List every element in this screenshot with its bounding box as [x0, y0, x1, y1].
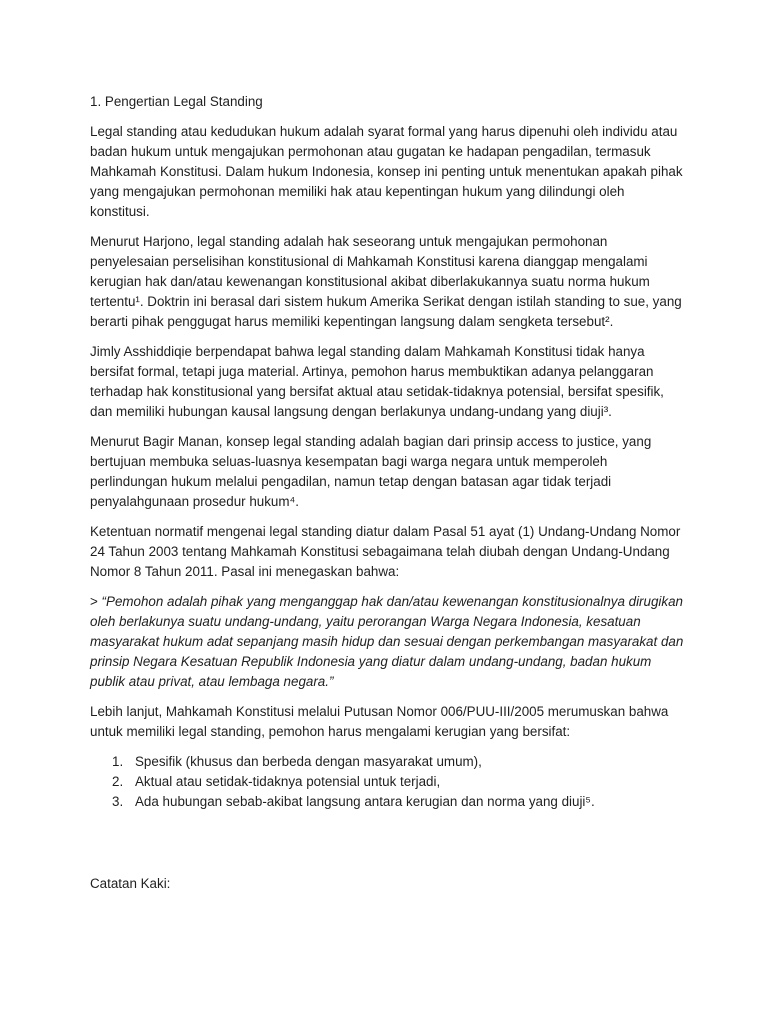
list-text: Ada hubungan sebab-akibat langsung antara kerugian dan norma yang diuji⁵. [135, 794, 595, 809]
criteria-list [90, 752, 686, 812]
list-text: Spesifik (khusus dan berbeda dengan masyarakat umum), [135, 754, 482, 769]
section-heading: 1. Pengertian Legal Standing [90, 94, 263, 109]
quote-text: “Pemohon adalah pihak yang menganggap hak dan/atau kewenangan konstitusionalnya dirugikan oleh berlakunya suatu undang-undang, yaitu perorangan Warga Negara Indonesia, kesatuan masyarakat hukum adat sepanjang masih hidup dan sesuai dengan perkembangan masyarakat dan prinsip Negara Kesatuan Republik Indonesia yang diatur dalam undang-undang, badan hukum publik atau privat, atau lembaga negara.” [90, 594, 684, 689]
footnotes-heading: Catatan Kaki: [90, 876, 171, 891]
list-number: 2. [112, 774, 124, 789]
list-number: 1. [112, 754, 124, 769]
list-item [90, 792, 686, 812]
paragraph-harjono: Menurut Harjono, legal standing adalah hak seseorang untuk mengajukan permohonan penyelesaian perselisihan konstitusional di Mahkamah Konstitusi karena dianggap mengalami kerugian hak dan/atau kewenangan konstitusional akibat diberlakukannya suatu norma hukum tertentu¹. Doktrin ini berasal dari sistem hukum Amerika Serikat dengan istilah standing to sue, yang berarti pihak penggugat harus memiliki kepentingan langsung dalam sengketa tersebut². [90, 234, 682, 329]
paragraph-definition: Legal standing atau kedudukan hukum adalah syarat formal yang harus dipenuhi oleh individu atau badan hukum untuk mengajukan permohonan atau gugatan ke hadapan pengadilan, termasuk Mahkamah Konstitusi. Dalam hukum Indonesia, konsep ini penting untuk menentukan apakah pihak yang mengajukan permohonan memiliki hak atau kepentingan hukum yang dilindungi oleh konstitusi. [90, 124, 683, 219]
list-item [90, 772, 686, 792]
block-quote [90, 592, 686, 692]
list-number: 3. [112, 794, 124, 809]
list-item [90, 752, 686, 772]
paragraph-putusan: Lebih lanjut, Mahkamah Konstitusi melalui Putusan Nomor 006/PUU-III/2005 merumuskan bahwa untuk memiliki legal standing, pemohon harus mengalami kerugian yang bersifat: [90, 704, 669, 739]
paragraph-jimly: Jimly Asshiddiqie berpendapat bahwa legal standing dalam Mahkamah Konstitusi tidak hanya bersifat formal, tetapi juga material. Artinya, pemohon harus membuktikan adanya pelanggaran terhadap hak konstitusional yang bersifat aktual atau setidak-tidaknya potensial, bersifat spesifik, dan memiliki hubungan kausal langsung dengan berlakunya undang-undang yang diuji³. [90, 344, 664, 419]
list-text: Aktual atau setidak-tidaknya potensial untuk terjadi, [135, 774, 441, 789]
paragraph-normative: Ketentuan normatif mengenai legal standing diatur dalam Pasal 51 ayat (1) Undang-Undang Nomor 24 Tahun 2003 tentang Mahkamah Konstitusi sebagaimana telah diubah dengan Undang-Undang Nomor 8 Tahun 2011. Pasal ini menegaskan bahwa: [90, 524, 681, 579]
quote-marker: > [90, 594, 102, 609]
paragraph-bagir-manan: Menurut Bagir Manan, konsep legal standing adalah bagian dari prinsip access to justice, yang bertujuan membuka seluas-luasnya kesempatan bagi warga negara untuk memperoleh perlindungan hukum melalui pengadilan, namun tetap dengan batasan agar tidak terjadi penyalahgunaan prosedur hukum⁴. [90, 434, 652, 509]
